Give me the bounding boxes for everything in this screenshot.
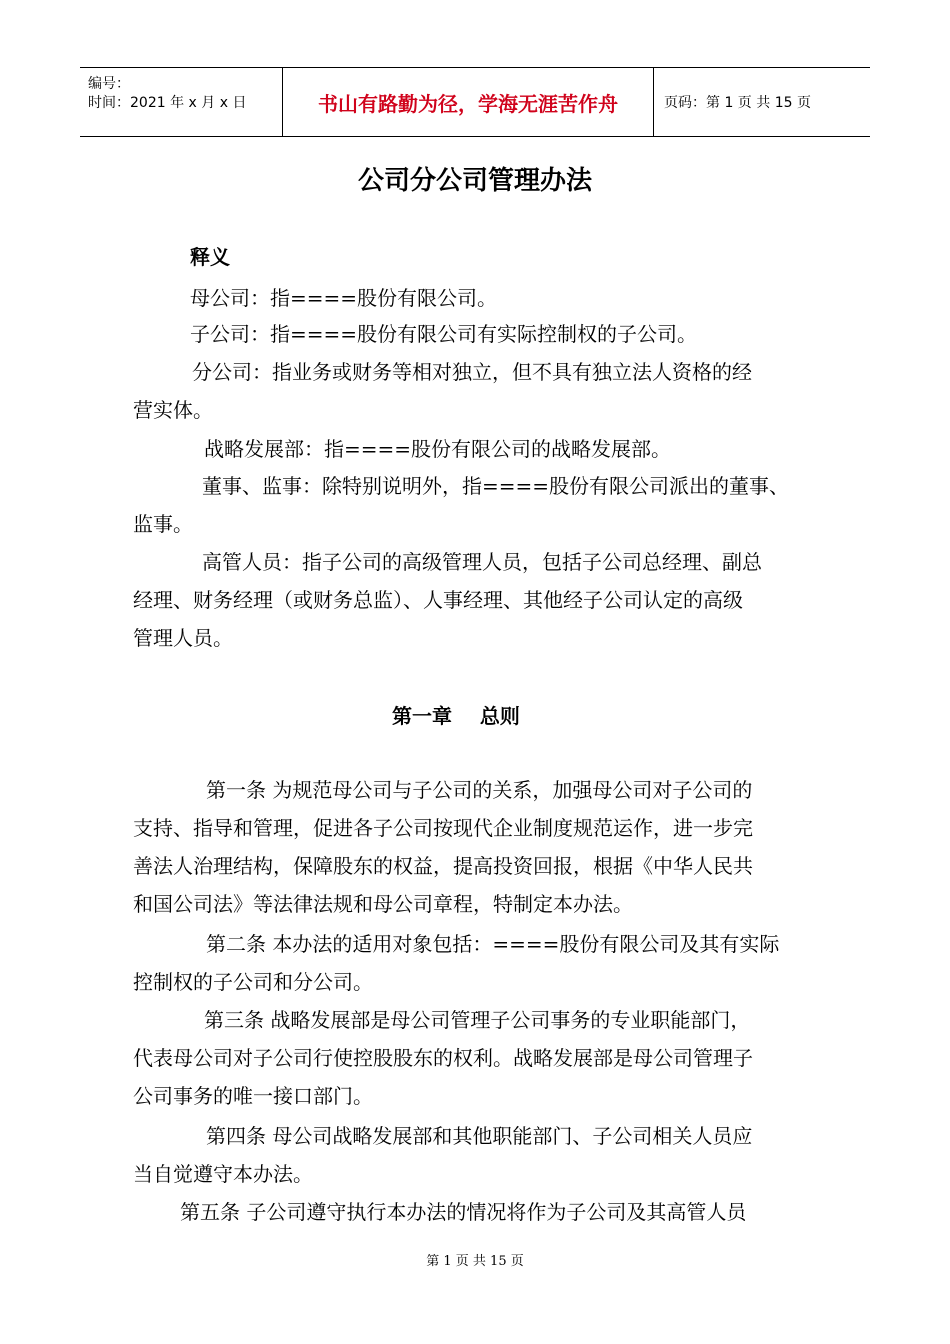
definition-line: 高管人员：指子公司的高级管理人员，包括子公司总经理、副总: [202, 550, 762, 574]
definitions-heading: 释义: [190, 245, 230, 269]
article-line: 控制权的子公司和分公司。: [133, 970, 373, 994]
article-line: 公司事务的唯一接口部门。: [133, 1084, 373, 1108]
page-footer: 第 1 页 共 15 页: [426, 1254, 524, 1269]
article-line: 和国公司法》等法律法规和母公司章程，特制定本办法。: [133, 892, 633, 916]
definition-line: 董事、监事：除特别说明外，指====股份有限公司派出的董事、: [202, 474, 790, 498]
definition-line: 分公司：指业务或财务等相对独立，但不具有独立法人资格的经: [192, 360, 752, 384]
definition-line: 战略发展部：指====股份有限公司的战略发展部。: [204, 437, 672, 461]
definition-line: 母公司：指====股份有限公司。: [190, 286, 498, 310]
number-label: 编号：: [88, 76, 130, 92]
article-line: 第一条 为规范母公司与子公司的关系，加强母公司对子公司的: [206, 778, 753, 802]
definition-line: 营实体。: [133, 398, 213, 422]
motto: 书山有路勤为径，学海无涯苦作舟: [283, 68, 654, 136]
article-line: 第四条 母公司战略发展部和其他职能部门、子公司相关人员应: [206, 1124, 753, 1148]
article-line: 当自觉遵守本办法。: [133, 1162, 313, 1186]
definition-line: 经理、财务经理（或财务总监）、人事经理、其他经子公司认定的高级: [133, 588, 743, 612]
document-title: 公司分公司管理办法: [357, 166, 592, 196]
definition-line: 管理人员。: [133, 626, 233, 650]
header-table: [80, 67, 870, 137]
time-label: 时间：2021 年 x 月 x 日: [88, 95, 247, 111]
header-meta-cell: [80, 68, 283, 136]
article-line: 支持、指导和管理，促进各子公司按现代企业制度规范运作，进一步完: [133, 816, 753, 840]
article-line: 第五条 子公司遵守执行本办法的情况将作为子公司及其高管人员: [180, 1200, 747, 1224]
page-info: 页码：第 1 页 共 15 页: [664, 95, 811, 111]
definition-line: 监事。: [133, 512, 193, 536]
article-line: 代表母公司对子公司行使控股股东的权利。战略发展部是母公司管理子: [133, 1046, 753, 1070]
article-line: 第三条 战略发展部是母公司管理子公司事务的专业职能部门，: [204, 1008, 751, 1032]
article-line: 第二条 本办法的适用对象包括：====股份有限公司及其有实际: [206, 932, 780, 956]
chapter-heading: 第一章 总则: [392, 704, 520, 728]
definition-line: 子公司：指====股份有限公司有实际控制权的子公司。: [190, 322, 698, 346]
article-line: 善法人治理结构，保障股东的权益，提高投资回报，根据《中华人民共: [133, 854, 753, 878]
